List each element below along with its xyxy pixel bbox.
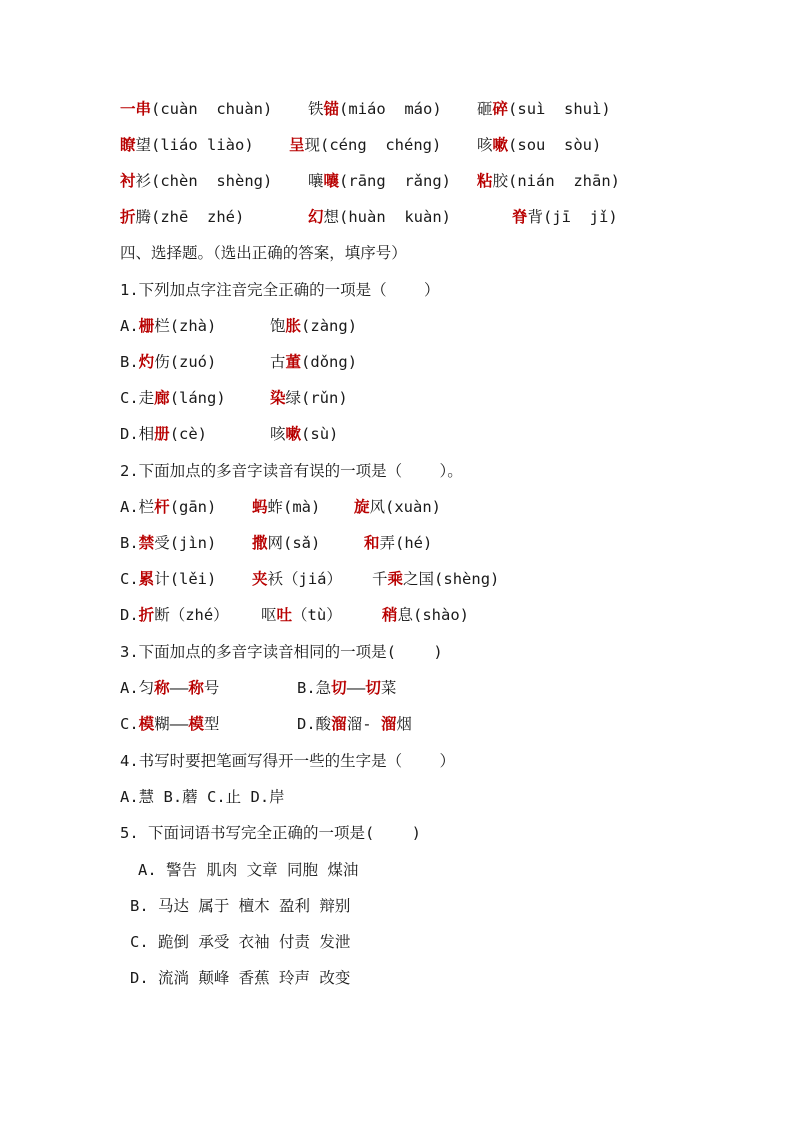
option-item: C.模糊——模型 xyxy=(120,715,220,733)
question-stem: 5. 下面词语书写完全正确的一项是( ) xyxy=(120,824,421,842)
option-item: 呕吐（tù） xyxy=(261,606,342,624)
pinyin-item: 一串(cuàn chuàn) xyxy=(120,100,273,118)
option-item: C.累计(lěi) xyxy=(120,570,217,588)
option-item: 旋风(xuàn) xyxy=(354,498,442,516)
pinyin-item: 铁锚(miáo máo) xyxy=(308,100,442,118)
pinyin-item: 咳嗽(sou sòu) xyxy=(477,136,602,154)
option-item: B.禁受(jìn) xyxy=(120,534,217,552)
pinyin-item: 砸碎(suì shuì) xyxy=(477,100,611,118)
pinyin-item: 粘胶(nián zhān) xyxy=(477,172,620,190)
option-item: 古董(dǒng) xyxy=(270,353,358,371)
question-stem: 3.下面加点的多音字读音相同的一项是( ) xyxy=(120,643,443,661)
pinyin-item: 折腾(zhē zhé) xyxy=(120,208,245,226)
option-item: 稍息(shào) xyxy=(382,606,470,624)
option-item: D.折断（zhé） xyxy=(120,606,229,624)
pinyin-item: 幻想(huàn kuàn) xyxy=(308,208,451,226)
option-item: B.急切——切菜 xyxy=(297,679,397,697)
pinyin-item: 衬衫(chèn shèng) xyxy=(120,172,273,190)
question-stem: 2.下面加点的多音字读音有误的一项是（ ）。 xyxy=(120,462,463,480)
option-row: A. 警告 肌肉 文章 同胞 煤油 xyxy=(138,861,359,879)
option-item: 和弄(hé) xyxy=(364,534,433,552)
question-stem: 1.下列加点字注音完全正确的一项是（ ） xyxy=(120,281,440,299)
option-item: 夹袄（jiá） xyxy=(252,570,343,588)
pinyin-item: 嚷嚷(rāng rǎng) xyxy=(308,172,452,190)
option-item: 染绿(rǔn) xyxy=(270,389,348,407)
option-item: 咳嗽(sù) xyxy=(270,425,339,443)
option-item: 饱胀(zàng) xyxy=(270,317,358,335)
pinyin-item: 呈现(céng chéng) xyxy=(289,136,442,154)
option-item: A.匀称——称号 xyxy=(120,679,220,697)
option-item: D.相册(cè) xyxy=(120,425,208,443)
option-item: B.灼伤(zuó) xyxy=(120,353,217,371)
pinyin-item: 脊背(jī jǐ) xyxy=(512,208,618,226)
option-item: A.栏杆(gān) xyxy=(120,498,217,516)
option-item: C.走廊(láng) xyxy=(120,389,226,407)
option-row: C. 跪倒 承受 衣袖 付责 发泄 xyxy=(130,933,351,951)
option-row: D. 流淌 颠峰 香蕉 玲声 改变 xyxy=(130,969,351,987)
option-row: A.慧 B.蘑 C.止 D.岸 xyxy=(120,788,285,806)
option-item: 千乘之国(shèng) xyxy=(372,570,500,588)
option-item: A.栅栏(zhà) xyxy=(120,317,217,335)
option-item: D.酸溜溜- 溜烟 xyxy=(297,715,412,733)
question-stem: 4.书写时要把笔画写得开一些的生字是（ ） xyxy=(120,752,455,770)
option-item: 蚂蚱(mà) xyxy=(252,498,321,516)
pinyin-item: 瞭望(liáo liào) xyxy=(120,136,254,154)
option-row: B. 马达 属于 檀木 盈利 辩别 xyxy=(130,897,351,915)
section-title: 四、选择题。（选出正确的答案，填序号） xyxy=(120,244,407,262)
option-item: 撒网(sǎ) xyxy=(252,534,321,552)
